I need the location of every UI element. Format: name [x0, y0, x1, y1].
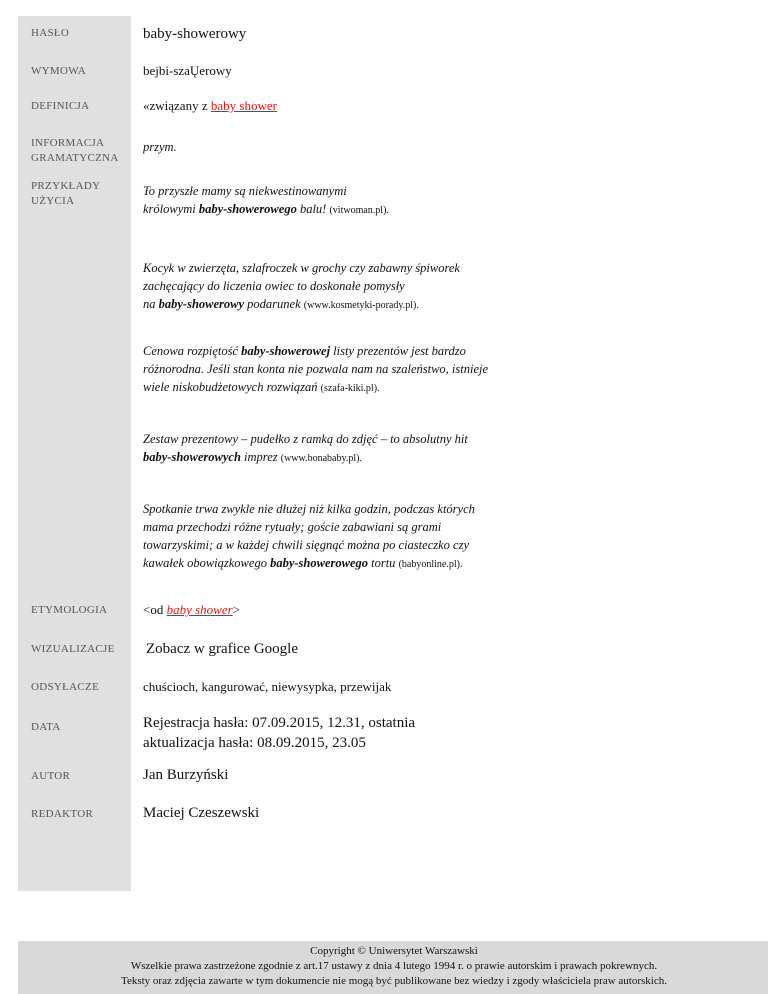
author: Jan Burzyński [143, 767, 229, 783]
footer-line-3: Teksty oraz zdjęcia zawarte w tym dokumencie nie mogą być publikowane bez wiedzy i zgody właściciela praw autorskich. [121, 975, 667, 987]
pronunciation: bejbi-szaŲerowy [143, 63, 232, 78]
dates: Rejestracja hasła: 07.09.2015, 12.31, ostatnia aktualizacja hasła: 08.09.2015, 23.05 [143, 715, 416, 751]
example-3: Cenowa rozpiętość baby-showerowej listy prezentów jest bardzo różnorodna. Jeśli stan konta nie pozwala nam na szaleństwo, istnieje wiele niskobudżetowych rozwiązań (szafa-kiki.pl). [143, 344, 489, 394]
example-5: Spotkanie trwa zwykle nie dłużej niż kilka godzin, podczas których mama przechodzi różne rytuały; goście zabawiani są grami towarzyskimi; a w każdej chwili sięgnąć można po ciasteczko czy kawałek obowiązkowego baby-showerowego tortu (babyonline.pl). [143, 502, 475, 570]
label-odsylacze: ODSYŁACZE [31, 681, 100, 693]
label-przyklady-1: PRZYKŁADY [31, 180, 101, 192]
label-wizualizacje: WIZUALIZACJE [31, 643, 115, 655]
label-etymologia: ETYMOLOGIA [31, 604, 108, 616]
example-2: Kocyk w zwierzęta, szlafroczek w grochy czy zabawny śpiworek zachęcający do liczenia owiec to doskonałe pomysły na baby-showerowy podarunek (www.kosmetyki-porady.pl). [143, 261, 460, 311]
footer-line-2: Wszelkie prawa zastrzeżone zgodnie z art.17 ustawy z dnia 4 lutego 1994 r. o prawie autorskim i prawach pokrewnych. [130, 960, 658, 972]
headword: baby-showerowy [143, 26, 247, 42]
label-wymowa: WYMOWA [31, 65, 86, 77]
etymology: <od baby shower> [143, 602, 241, 617]
definition-prefix: «związany z [143, 98, 211, 113]
label-data: DATA [31, 721, 61, 733]
label-haslo: HASŁO [31, 27, 70, 39]
dictionary-entry [18, 16, 768, 891]
example-1: To przyszłe mamy są niekwestinowanymi królowymi baby-showerowego balu! (vitwoman.pl). [143, 184, 389, 216]
label-gram-2: GRAMATYCZNA [31, 152, 119, 164]
etymology-link[interactable]: baby shower [166, 602, 233, 617]
footer-line-1: Copyright © Uniwersytet Warszawski [310, 945, 478, 957]
example-4: Zestaw prezentowy – pudełko z ramką do zdjęć – to absolutny hit baby-showerowych imprez (www.bonababy.pl). [143, 432, 468, 464]
label-definicja: DEFINICJA [31, 100, 90, 112]
label-redaktor: REDAKTOR [31, 808, 94, 820]
copyright-footer [18, 941, 768, 994]
definition-link[interactable]: baby shower [210, 98, 277, 113]
label-gram-1: INFORMACJA [31, 137, 105, 149]
definition [143, 97, 763, 115]
grammar-info: przym. [143, 140, 177, 154]
label-przyklady [31, 179, 131, 209]
editor: Maciej Czeszewski [143, 805, 260, 821]
cross-references: chuścioch, kangurować, niewysypka, przewijak [143, 679, 392, 694]
label-autor: AUTOR [31, 770, 71, 782]
label-gram [31, 136, 131, 166]
google-images-link[interactable]: Zobacz w grafice Google [146, 641, 299, 657]
label-przyklady-2: UŻYCIA [31, 195, 75, 207]
